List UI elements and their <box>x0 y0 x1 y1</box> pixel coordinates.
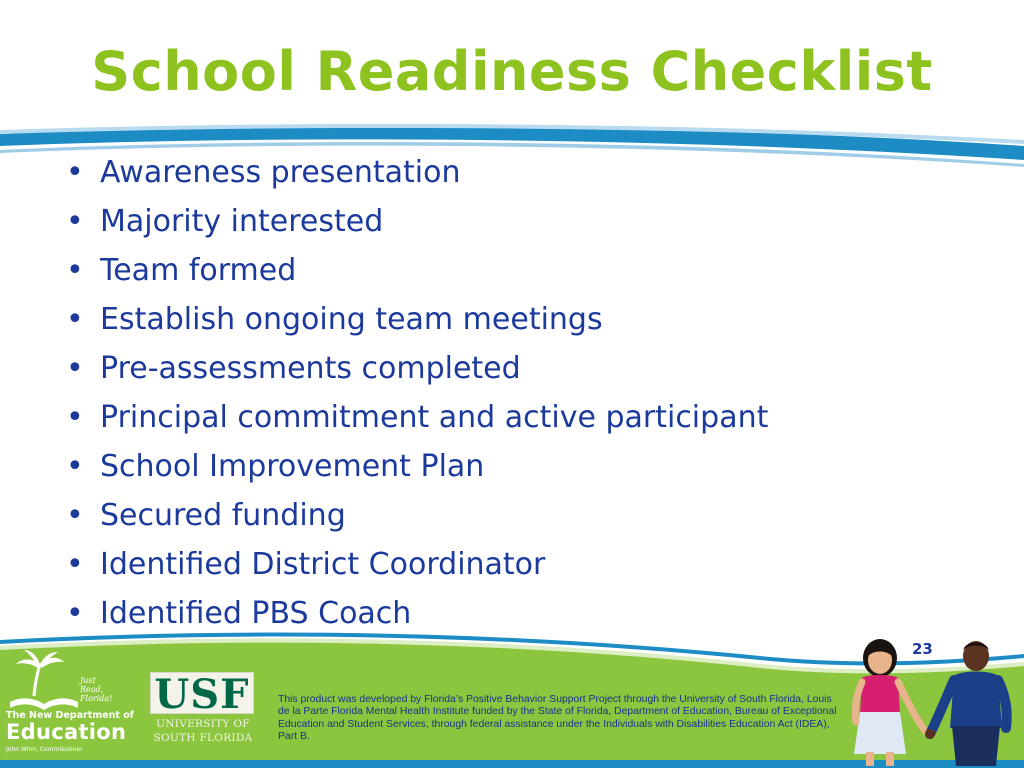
list-item <box>62 344 768 393</box>
usf-logo <box>150 671 254 718</box>
list-item <box>62 197 768 246</box>
list-item-text: Team formed <box>100 253 297 288</box>
bullet-dot: • <box>66 253 84 288</box>
bullet-dot: • <box>66 400 84 435</box>
list-item <box>62 442 768 491</box>
palm-tree-icon <box>16 650 64 696</box>
bullet-dot: • <box>66 449 84 484</box>
list-item <box>62 295 768 344</box>
doe-name-line1: The New Department of <box>6 710 134 721</box>
list-item-text: Identified District Coordinator <box>100 547 546 582</box>
list-item <box>62 393 768 442</box>
page-number: 23 <box>912 640 933 658</box>
bullet-dot: • <box>66 351 84 386</box>
list-item-text: Majority interested <box>100 204 384 239</box>
children-photo <box>842 636 1024 766</box>
bullet-dot: • <box>66 547 84 582</box>
doe-name-line2: Education <box>6 720 127 744</box>
list-item-text: Awareness presentation <box>100 155 461 190</box>
list-item-text: Secured funding <box>100 498 346 533</box>
funding-disclaimer: This product was developed by Florida’s Positive Behavior Support Project through the University of South Florida, Louis de la Parte Florida Mental Health Institute funded by the State of Florida, Department of Education, Bureau of Exceptional Education and Student Services, through federal assistance under the Individuals with Disabilities Education Act (IDEA), Part B. <box>278 694 837 743</box>
list-item <box>62 491 768 540</box>
bullet-dot: • <box>66 302 84 337</box>
list-item-text: Establish ongoing team meetings <box>100 302 603 337</box>
list-item <box>62 148 768 197</box>
bullet-dot: • <box>66 498 84 533</box>
doe-commissioner: John Winn, Commissioner <box>6 746 83 753</box>
list-item <box>62 246 768 295</box>
usf-logo-mark: USF <box>154 671 250 718</box>
usf-name-line1: UNIVERSITY OF <box>156 718 250 730</box>
usf-name-line2: SOUTH FLORIDA <box>153 732 253 744</box>
list-item <box>62 540 768 589</box>
bullet-dot: • <box>66 155 84 190</box>
open-book-icon <box>10 698 78 710</box>
boy-figure <box>925 641 1007 766</box>
slide-title: School Readiness Checklist <box>91 40 933 103</box>
girl-figure <box>854 639 926 766</box>
list-item-text: Pre-assessments completed <box>100 351 521 386</box>
bullet-dot: • <box>66 204 84 239</box>
list-item-text: Principal commitment and active participant <box>100 400 769 435</box>
list-item-text: Identified PBS Coach <box>100 596 412 631</box>
checklist <box>62 148 768 638</box>
doe-tagline: Just Read, Florida! <box>80 676 113 703</box>
list-item-text: School Improvement Plan <box>100 449 485 484</box>
bullet-dot: • <box>66 596 84 631</box>
